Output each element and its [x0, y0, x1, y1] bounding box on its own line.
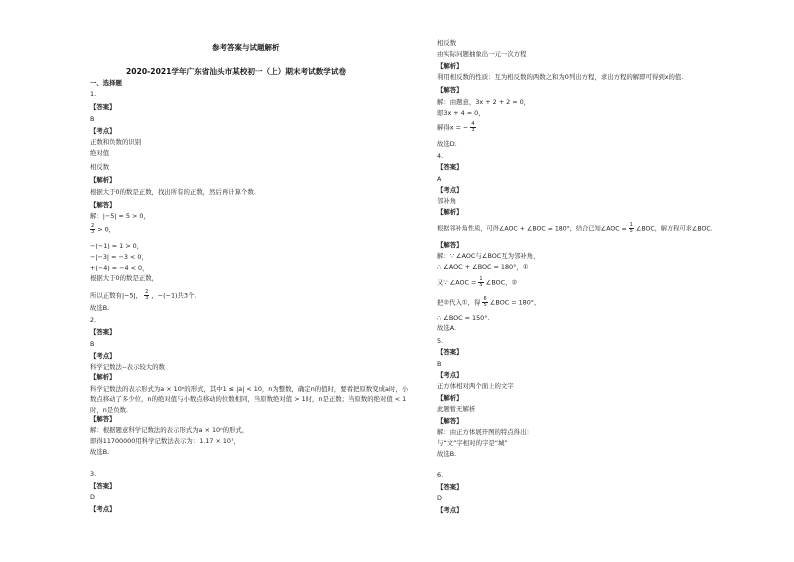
document-title: 参考答案与试题解析: [212, 43, 280, 52]
knowledge-point-tag: 【考点】: [90, 127, 116, 135]
analysis-tag: 【解析】: [437, 62, 463, 70]
fraction: $\frac{6}{5}$: [483, 296, 487, 308]
analysis-text: 利用相反数的性质：互为相反数的两数之和为0列出方程，求出方程的解即可得到x的值.: [437, 73, 684, 81]
solution-line: 即得11700000用科学记数法表示为：1.17 × 10⁷，: [90, 437, 240, 445]
solution-line: 解：|−5| = 5 > 0，: [90, 212, 150, 220]
fraction: $\frac{2}{3}$: [145, 289, 149, 301]
solution-tag: 【解答】: [437, 86, 463, 94]
fraction: $\frac{1}{5}$: [479, 276, 483, 288]
answer-tag: 【答案】: [437, 483, 463, 491]
analysis-tag: 【解析】: [90, 176, 116, 184]
answer-tag: 【答案】: [90, 328, 116, 336]
answer-tag: 【答案】: [437, 163, 463, 171]
section-heading: 一、选择题: [90, 79, 122, 87]
question-number: 3.: [90, 470, 97, 478]
question-number: 1.: [90, 90, 97, 98]
knowledge-point-tag: 【考点】: [90, 352, 116, 360]
solution-line: 解：由正方体展开图的特点得出：: [437, 428, 533, 436]
analysis-tag: 【解析】: [437, 394, 463, 402]
solution-line: ∴ ∠AOC + ∠BOC = 180°，①: [437, 263, 529, 271]
analysis-text: 根据大于0的数是正数，找出所有的正数，然后再计算个数.: [90, 188, 256, 196]
knowledge-point-tag: 【考点】: [437, 371, 463, 379]
fraction: $\frac{2}{3}$: [91, 223, 95, 235]
question-number: 2.: [90, 316, 97, 324]
answer-value: B: [90, 340, 95, 348]
answer-tag: 【答案】: [90, 103, 116, 111]
solution-line: 根据大于0的数是正数，: [90, 274, 158, 282]
question-number: 4.: [437, 152, 444, 160]
fraction: $\frac{1}{5}$: [629, 222, 633, 234]
solution-line: 所以正数有|−5|， $\frac{2}{3}$ ，−(−1)共3个.: [90, 289, 197, 301]
answer-tag: 【答案】: [90, 482, 116, 490]
solution-tag: 【解答】: [437, 417, 463, 425]
knowledge-point: 邻补角: [437, 197, 457, 205]
solution-line: ∴ ∠BOC = 150°.: [437, 314, 490, 322]
knowledge-point: 正方体相对两个面上的文字: [437, 382, 514, 390]
solution-line: 故选B.: [90, 448, 110, 456]
solution-line: $\frac{2}{3}$ > 0，: [91, 223, 116, 235]
question-number: 6.: [437, 471, 444, 479]
solution-line: 解得x = − $\frac{4}{3}$: [437, 121, 475, 133]
solution-line: 把②代入①，得 $\frac{6}{5}$ ∠BOC = 180°，: [437, 296, 541, 308]
answer-value: D: [90, 493, 95, 501]
analysis-text: 科学记数法的表示形式为a × 10ⁿ的形式，其中1 ≤ |a| < 10，n为整数，确定n的值时，要看把原数变成a时，小数点移动了多少位，n的绝对值与小数点移动的位数相同，当原数绝对值 > 1时，n是正数；当原数的绝对值 < 1时，n是负数.: [90, 385, 409, 414]
solution-line: 与“文”字相对的字是“城”: [437, 439, 508, 447]
analysis-text: 此题暂无解析: [437, 405, 476, 413]
solution-line: +(−4) = −4 < 0，: [90, 264, 149, 272]
question-number: 5.: [437, 337, 444, 345]
answer-value: B: [437, 360, 442, 368]
answer-value: D: [437, 494, 442, 502]
solution-line: 解：∵ ∠AOC与∠BOC互为邻补角，: [437, 252, 540, 260]
knowledge-point: 相反数: [90, 163, 110, 171]
knowledge-point: 科学记数法--表示较大的数: [90, 363, 165, 371]
solution-line: −(−1) = 1 > 0，: [90, 242, 144, 250]
solution-tag: 【解答】: [90, 415, 116, 423]
knowledge-point: 相反数: [437, 39, 457, 47]
knowledge-point: 正数和负数的识别: [90, 138, 142, 146]
solution-line: 解：根据题意科学记数法的表示形式为a × 10ⁿ的形式，: [90, 426, 249, 434]
solution-tag: 【解答】: [437, 241, 463, 249]
solution-tag: 【解答】: [90, 201, 116, 209]
answer-value: A: [437, 175, 442, 183]
fraction: $\frac{4}{3}$: [471, 121, 475, 133]
knowledge-point-tag: 【考点】: [437, 506, 463, 514]
solution-line: 故选A.: [437, 324, 457, 332]
solution-line: 故选B.: [437, 450, 457, 458]
answer-value: B: [90, 115, 95, 123]
answer-tag: 【答案】: [437, 348, 463, 356]
solution-line: 故选B.: [90, 304, 110, 312]
solution-line: 故选D.: [437, 140, 457, 148]
solution-line: −|−3| = −3 < 0，: [90, 253, 148, 261]
analysis-tag: 【解析】: [437, 208, 463, 216]
solution-line: 即3x + 4 = 0，: [437, 109, 485, 117]
knowledge-point-tag: 【考点】: [90, 505, 116, 513]
knowledge-point: 绝对值: [90, 149, 110, 157]
analysis-text: 根据邻补角性质，可得∠AOC + ∠BOC = 180°，结合已知∠AOC = $\frac{1}{5}$ ∠BOC，解方程可求∠BOC.: [437, 222, 713, 234]
exam-title: 2020-2021学年广东省汕头市某校初一（上）期末考试数学试卷: [126, 67, 347, 76]
solution-line: 又∵ ∠AOC = $\frac{1}{5}$ ∠BOC，②: [437, 276, 518, 288]
knowledge-point-tag: 【考点】: [437, 186, 463, 194]
analysis-tag: 【解析】: [90, 373, 116, 381]
solution-line: 解：由题意，3x + 2 + 2 = 0，: [437, 98, 531, 106]
knowledge-point: 由实际问题抽象出一元一次方程: [437, 50, 527, 58]
